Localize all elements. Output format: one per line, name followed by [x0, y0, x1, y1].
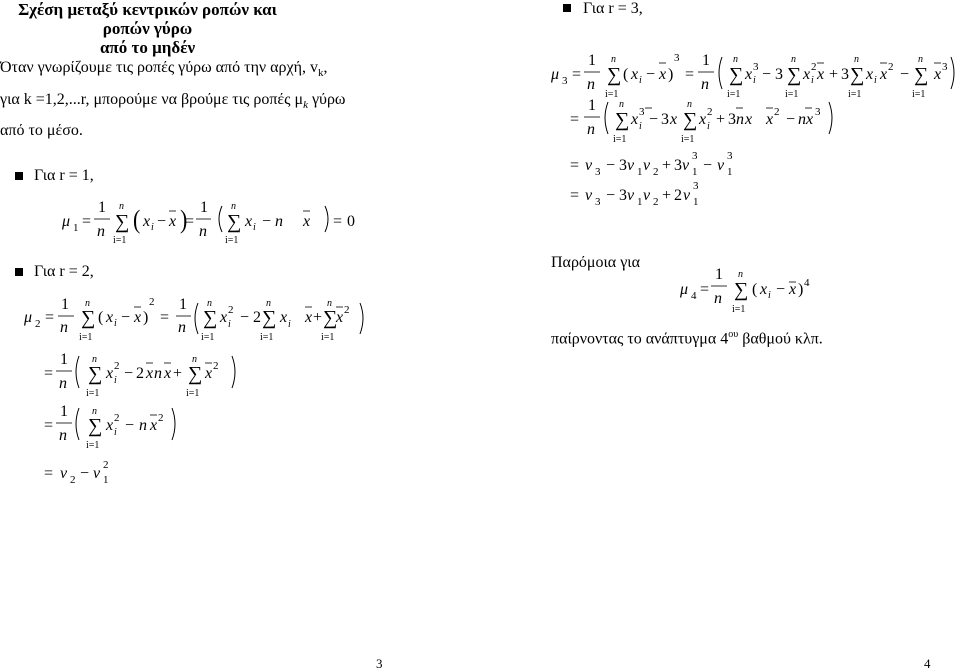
intro-line-1: Όταν γνωρίζουμε τις ροπές γύρω από την αρχή, $v_k$,: [0, 59, 328, 80]
svg-text:x: x: [659, 66, 667, 83]
svg-text:+: +: [313, 309, 323, 326]
svg-text:x: x: [631, 111, 639, 128]
intro-line-3: από το μέσο.: [0, 122, 83, 139]
svg-text:1: 1: [98, 199, 106, 216]
svg-text:2: 2: [653, 196, 659, 208]
case-r1-label: Για r = 1,: [34, 167, 94, 184]
svg-text:x: x: [205, 365, 213, 382]
svg-text:2: 2: [213, 360, 219, 372]
svg-text:−: −: [606, 187, 616, 204]
similarly-text: Παρόμοια για: [551, 254, 640, 271]
svg-text:x: x: [303, 213, 311, 230]
svg-text:): ): [180, 205, 188, 235]
svg-text:i: i: [114, 375, 117, 386]
svg-text:2: 2: [149, 296, 155, 308]
svg-text:i=1: i=1: [848, 89, 862, 100]
case-r3-label: Για r = 3,: [583, 0, 643, 17]
eq-mu3-step2: [570, 97, 832, 145]
svg-text:n: n: [738, 269, 743, 280]
svg-text:1: 1: [61, 296, 69, 313]
svg-text:x: x: [164, 365, 172, 382]
svg-text:2: 2: [158, 412, 164, 424]
svg-text:i: i: [753, 75, 756, 86]
svg-text:−: −: [646, 66, 656, 83]
svg-text:i: i: [639, 75, 642, 86]
eq-mu2-step3: [44, 403, 175, 451]
svg-text:i: i: [768, 290, 771, 301]
svg-text:2: 2: [114, 412, 120, 424]
svg-text:x: x: [760, 281, 768, 298]
svg-text:i=1: i=1: [86, 388, 100, 399]
svg-text:2: 2: [674, 187, 682, 204]
svg-text:i=1: i=1: [785, 89, 799, 100]
svg-text:i: i: [151, 222, 154, 233]
svg-text:): ): [798, 281, 804, 298]
svg-text:−: −: [240, 309, 250, 326]
svg-text:n: n: [587, 76, 595, 93]
svg-text:n: n: [207, 298, 212, 309]
case-r2-label: Για r = 2,: [34, 263, 94, 280]
svg-text:=: =: [570, 157, 580, 174]
svg-text:2: 2: [253, 309, 261, 326]
svg-text:+: +: [662, 157, 672, 174]
svg-text:∑: ∑: [850, 64, 865, 86]
svg-text:i=1: i=1: [912, 89, 926, 100]
eq-mu4: [679, 266, 810, 315]
svg-text:3: 3: [815, 106, 821, 118]
svg-text:i: i: [707, 121, 710, 132]
svg-text:x: x: [817, 66, 825, 83]
svg-text:): ): [143, 309, 149, 326]
svg-text:∑: ∑: [683, 109, 698, 131]
svg-text:i: i: [639, 121, 642, 132]
svg-text:=: =: [700, 281, 710, 298]
svg-text:n: n: [192, 354, 197, 365]
svg-text:ν: ν: [717, 157, 725, 174]
svg-text:∑: ∑: [88, 363, 103, 385]
svg-text:n: n: [199, 223, 207, 240]
svg-text:1: 1: [693, 196, 699, 208]
svg-text:i: i: [253, 222, 256, 233]
svg-text:=: =: [570, 111, 580, 128]
svg-text:3: 3: [619, 157, 627, 174]
svg-text:−: −: [900, 66, 910, 83]
svg-text:−: −: [649, 111, 659, 128]
svg-text:n: n: [85, 298, 90, 309]
svg-text:=: =: [44, 365, 54, 382]
svg-text:2: 2: [653, 166, 659, 178]
svg-text:x: x: [866, 66, 874, 83]
svg-text:ν: ν: [585, 187, 593, 204]
svg-text:+: +: [173, 365, 183, 382]
svg-text:i=1: i=1: [321, 332, 335, 343]
svg-text:=: =: [45, 309, 55, 326]
svg-text:+: +: [662, 187, 672, 204]
svg-text:n: n: [139, 417, 147, 434]
svg-text:3: 3: [595, 196, 601, 208]
svg-text:(: (: [623, 66, 629, 83]
svg-text:∑: ∑: [188, 363, 203, 385]
svg-text:x: x: [106, 309, 114, 326]
svg-text:(: (: [98, 309, 104, 326]
svg-text:n: n: [701, 76, 709, 93]
svg-text:∑: ∑: [262, 307, 277, 329]
title-line-2: από το μηδέν: [99, 38, 196, 57]
svg-text:i=1: i=1: [113, 235, 127, 246]
svg-text:n: n: [59, 375, 67, 392]
svg-text:∑: ∑: [734, 279, 749, 301]
svg-text:−: −: [125, 417, 135, 434]
svg-text:−: −: [262, 213, 272, 230]
svg-text:∑: ∑: [615, 109, 630, 131]
svg-text:+: +: [829, 66, 839, 83]
svg-text:x: x: [699, 111, 707, 128]
svg-text:x: x: [670, 111, 678, 128]
svg-text:x: x: [336, 309, 344, 326]
svg-text:2: 2: [136, 365, 144, 382]
svg-text:∑: ∑: [88, 415, 103, 437]
svg-text:2: 2: [103, 459, 109, 471]
svg-text:−: −: [124, 365, 134, 382]
svg-text:x: x: [880, 66, 888, 83]
svg-text:x: x: [245, 213, 253, 230]
svg-text:μ: μ: [680, 281, 689, 298]
svg-text:=: =: [185, 213, 195, 230]
svg-text:3: 3: [692, 150, 698, 162]
svg-text:n: n: [178, 319, 186, 336]
eq-mu3-step3: [570, 150, 733, 178]
svg-text:=: =: [82, 213, 92, 230]
svg-text:i=1: i=1: [605, 89, 619, 100]
svg-text:x: x: [146, 365, 154, 382]
svg-text:n: n: [791, 54, 796, 65]
svg-text:n: n: [798, 111, 806, 128]
svg-text:x: x: [134, 309, 142, 326]
svg-text:∑: ∑: [115, 211, 130, 233]
page-number-left: 3: [376, 656, 383, 671]
svg-text:i=1: i=1: [727, 89, 741, 100]
svg-text:x: x: [305, 309, 313, 326]
intro-line-2: για k =1,2,...r, μπορούμε να βρούμε τις ροπές $\mu_k$ γύρω: [0, 91, 346, 112]
page-number-right: 4: [924, 656, 931, 671]
svg-text:n: n: [275, 213, 283, 230]
svg-text:x: x: [631, 66, 639, 83]
svg-text:1: 1: [588, 97, 596, 114]
svg-text:1: 1: [637, 196, 643, 208]
svg-text:0: 0: [347, 213, 355, 230]
svg-text:x: x: [745, 66, 753, 83]
svg-text:3: 3: [595, 166, 601, 178]
eq-mu2-step2: [44, 351, 235, 399]
svg-text:i: i: [228, 319, 231, 330]
svg-text:∑: ∑: [729, 64, 744, 86]
svg-text:ν: ν: [643, 187, 651, 204]
svg-text:3: 3: [841, 66, 849, 83]
svg-text:x: x: [106, 365, 114, 382]
svg-text:i=1: i=1: [186, 388, 200, 399]
svg-text:3: 3: [775, 66, 783, 83]
svg-text:2: 2: [888, 61, 894, 73]
svg-text:n: n: [611, 54, 616, 65]
svg-text:3: 3: [753, 61, 759, 73]
svg-text:n: n: [587, 121, 595, 138]
svg-text:n: n: [854, 54, 859, 65]
svg-text:x: x: [789, 281, 797, 298]
svg-text:x: x: [280, 309, 288, 326]
svg-text:i=1: i=1: [79, 332, 93, 343]
svg-text:x: x: [143, 213, 151, 230]
svg-text:n: n: [687, 99, 692, 110]
svg-text:=: =: [333, 213, 343, 230]
svg-text:−: −: [80, 465, 90, 482]
svg-text:n: n: [714, 290, 722, 307]
svg-text:x: x: [806, 111, 814, 128]
eq-mu2-result: [44, 459, 109, 486]
svg-text:=: =: [685, 66, 695, 83]
svg-text:n: n: [918, 54, 923, 65]
svg-text:3: 3: [674, 52, 680, 64]
svg-text:(: (: [752, 281, 758, 298]
svg-text:(: (: [133, 205, 141, 235]
eq-mu3-result: [570, 180, 699, 208]
svg-text:ν: ν: [93, 465, 101, 482]
svg-text:x: x: [766, 111, 774, 128]
svg-text:1: 1: [60, 351, 68, 368]
svg-text:−: −: [703, 157, 713, 174]
svg-text:∑: ∑: [203, 307, 218, 329]
svg-text:4: 4: [691, 290, 697, 302]
svg-text:n: n: [733, 54, 738, 65]
svg-text:i=1: i=1: [225, 235, 239, 246]
svg-text:−: −: [786, 111, 796, 128]
svg-text:1: 1: [103, 474, 109, 486]
svg-text:1: 1: [60, 403, 68, 420]
svg-text:n: n: [736, 111, 744, 128]
svg-text:x: x: [220, 309, 228, 326]
eq-mu1: [61, 199, 355, 246]
svg-text:3: 3: [942, 61, 948, 73]
svg-text:2: 2: [811, 61, 817, 73]
svg-text:x: x: [934, 66, 942, 83]
svg-text:1: 1: [588, 52, 596, 69]
svg-text:2: 2: [114, 360, 120, 372]
svg-text:∑: ∑: [607, 64, 622, 86]
svg-text:4: 4: [804, 277, 810, 289]
svg-text:n: n: [327, 298, 332, 309]
svg-text:1: 1: [727, 166, 733, 178]
svg-text:−: −: [121, 309, 131, 326]
svg-text:3: 3: [639, 106, 645, 118]
svg-text:i=1: i=1: [260, 332, 274, 343]
svg-text:=: =: [570, 187, 580, 204]
svg-text:∑: ∑: [227, 211, 242, 233]
svg-text:x: x: [169, 213, 177, 230]
svg-text:ν: ν: [60, 465, 68, 482]
svg-text:n: n: [97, 223, 105, 240]
svg-text:μ: μ: [551, 66, 560, 83]
svg-text:i: i: [811, 75, 814, 86]
svg-text:ν: ν: [643, 157, 651, 174]
svg-text:2: 2: [70, 474, 76, 486]
svg-text:+: +: [716, 111, 726, 128]
svg-text:∑: ∑: [81, 307, 96, 329]
svg-text:2: 2: [774, 106, 780, 118]
svg-text:x: x: [150, 417, 158, 434]
svg-text:n: n: [231, 201, 236, 212]
svg-text:ν: ν: [683, 187, 691, 204]
svg-text:3: 3: [562, 75, 568, 87]
expand-text: παίρνοντας το ανάπτυγμα $4^{o\upsilon}$ βαθμού κλπ.: [551, 329, 823, 348]
svg-text:=: =: [160, 309, 170, 326]
svg-text:2: 2: [344, 304, 350, 316]
svg-text:i=1: i=1: [201, 332, 215, 343]
svg-text:i: i: [114, 318, 117, 329]
svg-text:3: 3: [727, 150, 733, 162]
svg-text:μ: μ: [62, 213, 71, 230]
svg-text:i=1: i=1: [86, 440, 100, 451]
svg-text:1: 1: [692, 166, 698, 178]
svg-text:i=1: i=1: [681, 134, 695, 145]
svg-text:ν: ν: [627, 157, 635, 174]
svg-text:3: 3: [693, 180, 699, 192]
svg-text:=: =: [44, 417, 54, 434]
svg-text:3: 3: [661, 111, 669, 128]
title-line-1: Σχέση μεταξύ κεντρικών ροπών και ροπών γύρω: [18, 0, 277, 38]
svg-text:2: 2: [228, 304, 234, 316]
svg-text:=: =: [44, 465, 54, 482]
svg-text:i=1: i=1: [732, 304, 746, 315]
svg-text:1: 1: [200, 199, 208, 216]
svg-text:ν: ν: [627, 187, 635, 204]
svg-text:∑: ∑: [323, 307, 338, 329]
svg-text:i: i: [288, 319, 291, 330]
svg-text:1: 1: [702, 52, 710, 69]
svg-text:n: n: [59, 427, 67, 444]
svg-text:1: 1: [73, 222, 79, 234]
eq-mu3: [550, 52, 954, 100]
svg-text:ν: ν: [585, 157, 593, 174]
svg-text:x: x: [106, 417, 114, 434]
svg-text:): ): [668, 66, 674, 83]
svg-text:ν: ν: [682, 157, 690, 174]
svg-text:i: i: [114, 427, 117, 438]
svg-text:2: 2: [707, 106, 713, 118]
svg-text:1: 1: [715, 266, 723, 283]
svg-text:3: 3: [728, 111, 736, 128]
svg-text:1: 1: [637, 166, 643, 178]
svg-text:1: 1: [179, 296, 187, 313]
svg-text:i=1: i=1: [613, 134, 627, 145]
svg-text:3: 3: [619, 187, 627, 204]
svg-text:2: 2: [35, 318, 41, 330]
svg-text:μ: μ: [24, 309, 33, 326]
svg-text:n: n: [619, 99, 624, 110]
svg-text:i: i: [874, 75, 877, 86]
svg-text:−: −: [157, 213, 167, 230]
svg-text:n: n: [266, 298, 271, 309]
svg-text:=: =: [572, 66, 582, 83]
eq-mu2: [23, 296, 363, 343]
svg-text:n: n: [92, 406, 97, 417]
svg-text:∑: ∑: [787, 64, 802, 86]
svg-text:∑: ∑: [914, 64, 929, 86]
svg-text:−: −: [606, 157, 616, 174]
svg-text:n: n: [119, 201, 124, 212]
svg-text:−: −: [762, 66, 772, 83]
svg-text:n: n: [92, 354, 97, 365]
svg-text:x: x: [803, 66, 811, 83]
svg-text:n: n: [154, 365, 162, 382]
svg-text:n: n: [60, 319, 68, 336]
svg-text:x: x: [745, 111, 753, 128]
svg-text:3: 3: [674, 157, 682, 174]
svg-text:−: −: [776, 281, 786, 298]
